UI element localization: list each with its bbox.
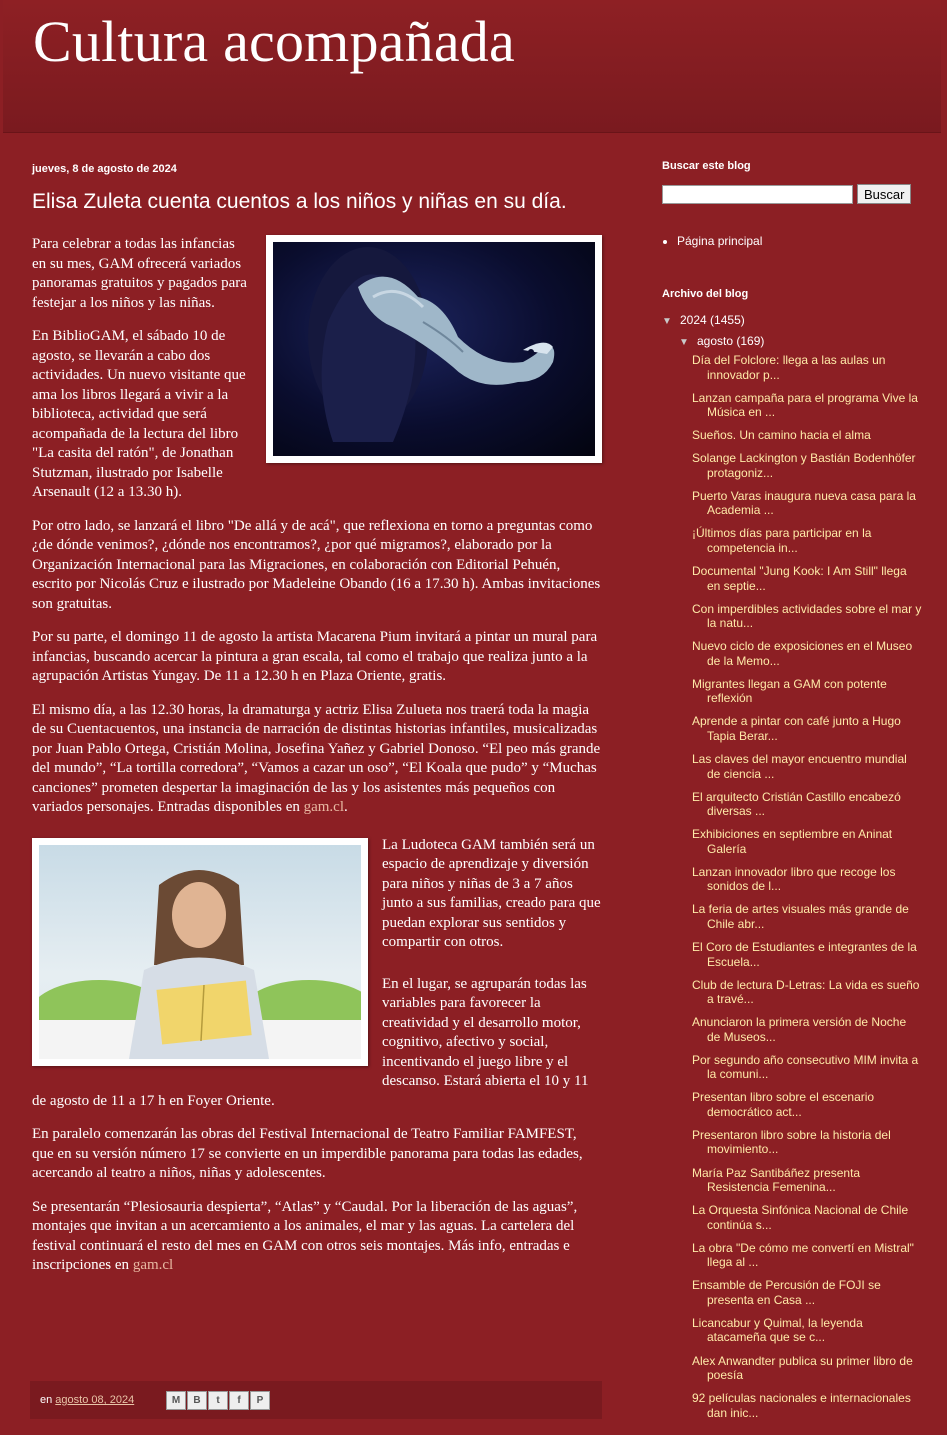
- elisa-illustration: [39, 845, 361, 1059]
- paragraph-mural: Por su parte, el domingo 11 de agosto la artista Macarena Pium invitará a pintar un mural para infancias, buscando acercar la pintura a gran escala, tal como el trabajo que realiza junto a la agrupación Artistas Yungay. De 11 a 12.30 h en Plaza Oriente, gratis.: [32, 629, 598, 684]
- archive-post-link[interactable]: Presentaron libro sobre la historia del movimiento...: [692, 1127, 891, 1157]
- archive-post-item: [692, 677, 922, 706]
- archive-post-link[interactable]: Con imperdibles actividades sobre el mar y la natu...: [692, 601, 922, 631]
- archive-post-item: [692, 1053, 922, 1082]
- cuentacuentos-text: El mismo día, a las 12.30 horas, la dramaturga y actriz Elisa Zulueta nos traerá toda la magia de su Cuentacuentos, una instancia de narración de distintas historias infantiles, musicalizadas por Juan Pablo Ortega, Cristián Molina, Josefina Yañez y Gabriel Donoso. “El peo más grande del mundo”, “La tortilla corredora”, “Vamos a cazar un oso”, “El Koala que pudo” y “Muchas canciones” prometen despertar la imaginación de las y los asistentes más pequeños con variados personajes. Entradas disponibles en: [32, 701, 601, 815]
- archive-post-link[interactable]: ¡Últimos días para participar en la competencia in...: [692, 526, 872, 555]
- blog-header: [3, 0, 941, 133]
- archive-post-item: [692, 865, 922, 894]
- archive-post-item: [692, 1278, 922, 1307]
- month-label[interactable]: agosto: [697, 334, 734, 348]
- archive-post-item: [692, 428, 922, 443]
- share-buttons: [166, 1391, 270, 1410]
- month-count: (169): [736, 334, 765, 348]
- archive-post-link[interactable]: Por segundo año consecutivo MIM invita a la comuni...: [692, 1052, 919, 1082]
- search-form: [662, 184, 922, 204]
- search-heading: Buscar este blog: [662, 160, 751, 172]
- post-body: [32, 235, 602, 1290]
- puppet-photo[interactable]: [266, 235, 602, 463]
- archive-post-item: [692, 940, 922, 969]
- archive-post-item: [692, 1090, 922, 1119]
- archive-post-link[interactable]: Las claves del mayor encuentro mundial de ciencia ...: [692, 752, 907, 781]
- archive-post-item: [692, 353, 922, 382]
- archive-post-link[interactable]: Anunciaron la primera versión de Noche de Museos...: [692, 1015, 907, 1044]
- archive-post-item: [692, 752, 922, 781]
- year-label[interactable]: 2024: [680, 313, 707, 327]
- blogger-share-icon[interactable]: B: [187, 1391, 207, 1410]
- archive-post-link[interactable]: La feria de artes visuales más grande de Chile abr...: [692, 902, 909, 931]
- expand-arrow-icon[interactable]: ▼: [662, 316, 672, 327]
- pages-list: [662, 234, 922, 248]
- archive-post-item: [692, 1203, 922, 1232]
- paragraph-ludoteca: La Ludoteca GAM también será un espacio de aprendizaje y diversión para niños y niñas de 3 a 7 años junto a sus familias, creado para que puedan explorar sus sentidos y compartir con otros.: [382, 836, 601, 950]
- archive-post-item: [692, 978, 922, 1007]
- twitter-share-icon[interactable]: t: [208, 1391, 228, 1410]
- paragraph-lugar: En el lugar, se agruparán todas las variables para favorecer la creatividad y el desarrollo motor, cognitivo, afectivo y social, incentivando el juego libre y el descanso. Estará abierta el 10 y 11 de agosto de 11 a 17 h en Foyer Oriente.: [32, 975, 589, 1109]
- gam-link-1[interactable]: gam.cl: [303, 799, 345, 815]
- archive-post-link[interactable]: La Orquesta Sinfónica Nacional de Chile continúa s...: [692, 1203, 909, 1232]
- post-timestamp: [40, 1394, 134, 1406]
- archive-post-link[interactable]: Aprende a pintar con café junto a Hugo Tapia Berar...: [692, 714, 901, 743]
- archive-post-link[interactable]: Alex Anwandter publica su primer libro de poesía: [692, 1353, 913, 1383]
- archive-post-link[interactable]: Día del Folclore: llega a las aulas un innovador p...: [692, 353, 886, 382]
- search-input[interactable]: [662, 185, 853, 204]
- montajes-text: Se presentarán “Plesiosauria despierta”, “Atlas” y “Caudal. Por la liberación de las aguas”, montajes que invitan a un acercamiento a los animales, el mar y las aguas. La cartelera del festival continuará el resto del mes en GAM con otros seis montajes. Más info, entradas e inscripciones en: [32, 1198, 578, 1273]
- archive-post-link[interactable]: Migrantes llegan a GAM con potente reflexión: [692, 676, 887, 706]
- paragraph-libro: Por otro lado, se lanzará el libro "De allá y de acá", que reflexiona en torno a preguntas como ¿de dónde venimos?, ¿dónde nos encontramos?, ¿por qué migramos?, elaborado por la Organización Internacional para las Migraciones, en colaboración con Editorial Pehuén, escrito por Nicolás Cruz e ilustrado por Madeleine Obando (16 a 17.30 h). Ambas invitaciones son gratuitas.: [32, 517, 601, 612]
- archive-post-item: [692, 902, 922, 931]
- archive-post-item: [692, 489, 922, 518]
- archive-year[interactable]: [662, 313, 922, 327]
- blog-archive: [662, 313, 922, 1429]
- archive-post-item: [692, 1015, 922, 1044]
- expand-arrow-icon[interactable]: ▼: [679, 337, 689, 348]
- sidebar: [662, 160, 922, 1420]
- post-date: jueves, 8 de agosto de 2024: [32, 163, 177, 175]
- paragraph-montajes: [32, 1198, 602, 1276]
- archive-post-item: [692, 1241, 922, 1270]
- archive-post-link[interactable]: Club de lectura D-Letras: La vida es sueño a travé...: [692, 977, 920, 1007]
- gam-link-2[interactable]: gam.cl: [132, 1257, 174, 1273]
- email-share-icon[interactable]: M: [166, 1391, 186, 1410]
- archive-post-item: [692, 827, 922, 856]
- archive-post-link[interactable]: El Coro de Estudiantes e integrantes de la Escuela...: [692, 940, 917, 969]
- cuentacuentos-end: .: [344, 799, 348, 815]
- archive-post-link[interactable]: Lanzan campaña para el programa Vive la Música en ...: [692, 390, 918, 420]
- archive-post-link[interactable]: La obra "De cómo me convertí en Mistral" llega al ...: [692, 1240, 914, 1270]
- post-title: Elisa Zuleta cuenta cuentos a los niños y niñas en su día.: [32, 190, 567, 213]
- elisa-image: [39, 845, 361, 1059]
- post-permalink[interactable]: agosto 08, 2024: [55, 1394, 135, 1406]
- pinterest-share-icon[interactable]: P: [250, 1391, 270, 1410]
- archive-post-link[interactable]: Solange Lackington y Bastián Bodenhöfer protagoniz...: [692, 451, 916, 480]
- archive-post-link[interactable]: Lanzan innovador libro que recoge los sonidos de l...: [692, 864, 896, 894]
- facebook-share-icon[interactable]: f: [229, 1391, 249, 1410]
- archive-post-link[interactable]: Puerto Varas inaugura nueva casa para la Academia ...: [692, 488, 916, 518]
- archive-post-item: [692, 564, 922, 593]
- archive-post-link[interactable]: El arquitecto Cristián Castillo encabezó diversas ...: [692, 789, 901, 819]
- archive-post-item: [692, 714, 922, 743]
- post-footer: [30, 1381, 602, 1419]
- archive-post-link[interactable]: Ensamble de Percusión de FOJI se presenta en Casa ...: [692, 1278, 881, 1307]
- archive-post-link[interactable]: Nuevo ciclo de exposiciones en el Museo de la Memo...: [692, 639, 913, 668]
- year-count: (1455): [710, 313, 745, 327]
- archive-post-item: [692, 602, 922, 631]
- archive-post-item: [692, 391, 922, 420]
- timestamp-prefix: en: [40, 1394, 56, 1406]
- blog-title[interactable]: Cultura acompañada: [33, 9, 515, 74]
- archive-post-item: [692, 451, 922, 480]
- search-button[interactable]: Buscar: [857, 184, 911, 204]
- paragraph-famfest: En paralelo comenzarán las obras del Festival Internacional de Teatro Familiar FAMFEST, que en su versión número 17 se convierte en un imperdible panorama para todas las edades, acercando al teatro a niños, niñas y adolescentes.: [32, 1126, 583, 1181]
- archive-post-link[interactable]: Sueños. Un camino hacia el alma: [692, 428, 871, 443]
- archive-post-item: [692, 1354, 922, 1383]
- archive-post-item: [692, 1391, 922, 1420]
- home-page-link[interactable]: Página principal: [677, 234, 763, 248]
- archive-post-link[interactable]: Documental "Jung Kook: I Am Still" llega en septie...: [692, 564, 907, 593]
- archive-post-item: [692, 1128, 922, 1157]
- archive-post-item: [692, 1166, 922, 1195]
- archive-heading: Archivo del blog: [662, 288, 749, 300]
- puppet-illustration: [273, 242, 595, 456]
- archive-post-list: [662, 353, 922, 1420]
- archive-post-link[interactable]: Presentan libro sobre el escenario democrático act...: [692, 1090, 875, 1119]
- puppet-image: [273, 242, 595, 456]
- archive-post-link[interactable]: 92 películas nacionales e internacionales dan inic...: [692, 1391, 911, 1420]
- archive-post-item: [692, 639, 922, 668]
- archive-post-item: [692, 790, 922, 819]
- page-item: [677, 234, 922, 248]
- paragraph-cuentacuentos: [32, 701, 602, 818]
- archive-post-item: [692, 1316, 922, 1345]
- elisa-photo[interactable]: [32, 838, 368, 1066]
- paragraph-intro: Para celebrar a todas las infancias en su mes, GAM ofrecerá variados panoramas gratuitos y pagados para festejar a los niños y las niñas.: [32, 236, 247, 311]
- archive-month[interactable]: [679, 334, 922, 348]
- archive-post-link[interactable]: Exhibiciones en septiembre en Aninat Galería: [692, 827, 893, 856]
- archive-post-link[interactable]: Licancabur y Quimal, la leyenda atacameña que se c...: [692, 1315, 863, 1345]
- archive-post-item: [692, 526, 922, 555]
- archive-post-link[interactable]: María Paz Santibáñez presenta Resistencia Femenina...: [692, 1165, 861, 1195]
- paragraph-bibliogam: En BiblioGAM, el sábado 10 de agosto, se llevarán a cabo dos actividades. Un nuevo visitante que ama los libros llegará a vivir a la biblioteca, actividad que será acompañada de la lectura del libro "La casita del ratón", de Jonathan Stutzman, ilustrado por Isabelle Arsenault (12 a 13.30 h).: [32, 328, 246, 500]
